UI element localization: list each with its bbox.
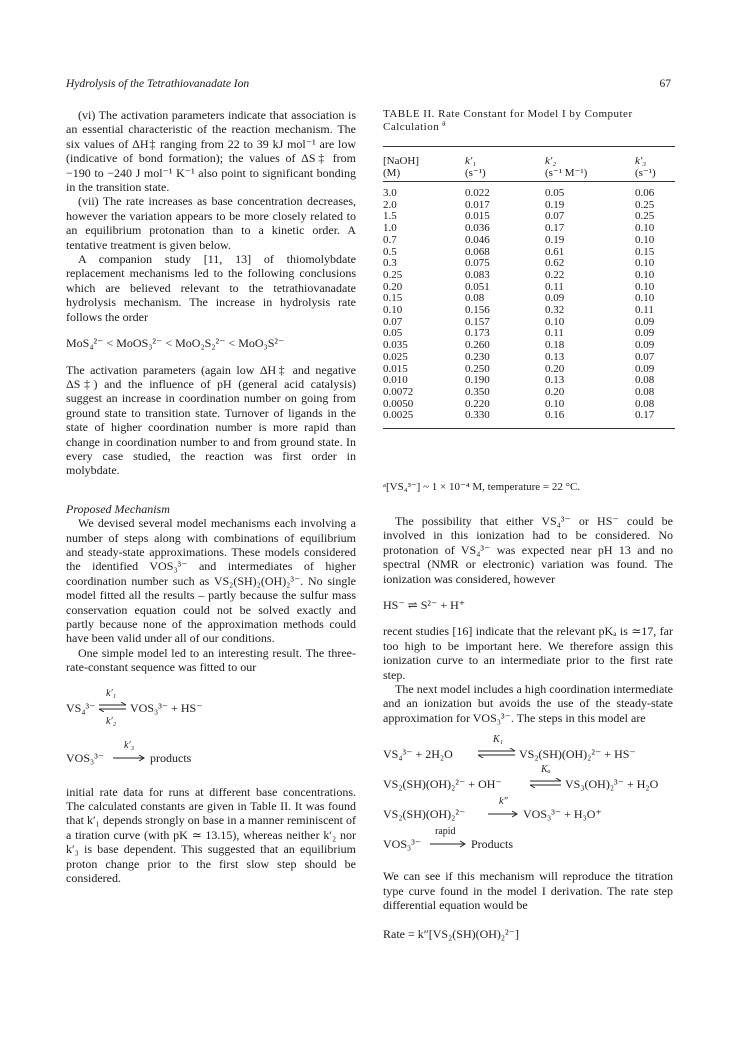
table-cell: 0.13 (545, 350, 565, 363)
table-cell: 0.11 (545, 280, 564, 293)
table-cell: 0.10 (545, 397, 565, 410)
mechanism-steps (383, 733, 673, 851)
table-cell: 0.250 (465, 362, 490, 375)
page-number: 67 (659, 78, 671, 90)
table-cell: 0.17 (635, 409, 655, 422)
step1-right: VS₂(SH)(OH)₂²⁻ + HS⁻ (519, 747, 636, 762)
eq1-forward-constant: k′₁ (106, 687, 117, 699)
table-body (383, 182, 675, 429)
eq1-products: VOS₃³⁻ + HS⁻ (130, 700, 203, 715)
table-cell: 0.18 (545, 339, 565, 352)
paragraph-next-model: The next model includes a high coordination intermediate and an ionization but avoids the use of the steady-state approximation for VOS₃³⁻. The steps in this model are (383, 682, 673, 725)
table-cell: 0.017 (465, 198, 490, 211)
eq2-products: products (150, 750, 192, 765)
table-cell: 0.09 (635, 327, 655, 340)
table-cell: 0.035 (383, 339, 408, 352)
table-cell: 0.15 (635, 245, 655, 258)
step4-right: Products (471, 837, 513, 852)
table-row (383, 328, 675, 340)
table-cell: 0.10 (383, 304, 403, 317)
table-cell: 0.0050 (383, 397, 414, 410)
table-row (383, 410, 675, 428)
table-title: TABLE II. Rate Constant for Model I by Computer Calculation $^a$ (383, 108, 633, 133)
step3-constant: k″ (499, 796, 508, 808)
table-cell: 0.13 (545, 374, 565, 387)
rate-constant-table (383, 146, 675, 429)
table-row (383, 317, 675, 329)
table-row (383, 399, 675, 411)
table-cell: 0.22 (545, 268, 565, 281)
table-cell: 0.07 (635, 350, 655, 363)
table-cell: 0.220 (465, 397, 490, 410)
table-cell: 0.0072 (383, 385, 414, 398)
table-cell: 0.11 (545, 327, 564, 340)
table-cell: 0.10 (635, 222, 655, 235)
table-header-row (383, 147, 675, 182)
table-cell: 0.20 (545, 362, 565, 375)
paragraph-initial-rate: initial rate data for runs at different base concentrations. The calculated constants are given in Table II. It was found that k′₁ depends strongly on base in a manner reminiscent of a tiration curve (with pK ≃ 13.15), whereas neither k′₂ nor k′₃ is base dependent. This suggested that an equilibrium proton change prior to the first slow step should be considered. (66, 784, 356, 886)
table-cell: 0.08 (465, 292, 485, 305)
table-row (383, 200, 675, 212)
table-cell: 0.022 (465, 187, 490, 199)
table-cell: 0.09 (635, 362, 655, 375)
table-row (383, 282, 675, 294)
table-row (383, 270, 675, 282)
paragraph-recent-studies: recent studies [16] indicate that the relevant pKₐ is ≃17, far too high to be important here. We therefore assign this ionization curve to an intermediate prior to the first rate step. (383, 624, 673, 682)
table-cell: 0.075 (465, 257, 490, 270)
paragraph-possibility: The possibility that either VS₄³⁻ or HS⁻ could be involved in this ionization had to be considered. No protonation of VS₄³⁻ was expected near pH 13 and no spectral (NMR or electronic) variation was found. The ionization was considered, however (383, 514, 673, 586)
table-cell: 3.0 (383, 187, 397, 199)
hs-ionization-equation: HS⁻ ⇌ S²⁻ + H⁺ (383, 598, 466, 613)
equilibrium-arrow-icon (477, 748, 517, 758)
equilibrium-equation-1 (66, 687, 356, 731)
header-k2: k′₂ (s⁻¹ M⁻¹) (545, 155, 588, 179)
table-cell: 0.09 (635, 339, 655, 352)
step2-constant: Kₐ (541, 764, 551, 776)
table-cell: 0.07 (383, 315, 403, 328)
table-cell: 0.25 (383, 268, 403, 281)
table-cell: 0.61 (545, 245, 565, 258)
table-cell: 0.173 (465, 327, 490, 340)
header-naoh: [NaOH] (M) (383, 155, 420, 179)
paragraph-devised: We devised several model mechanisms each involving a number of steps along with combinations of equilibrium and steady-state approximations. These models considered the identified VOS₃³⁻ and intermediates of higher coordination number such as VS₂(SH)₂(OH)₂³⁻. No single model fitted all the results – partly because the sulfur mass conservation equation could not be solved exactly and partly because none of the approximation methods could have been valid under all of our conditions. (66, 516, 356, 646)
header-k3: k′₃ (s⁻¹) (635, 155, 656, 179)
table-cell: 0.015 (383, 362, 408, 375)
table-cell: 0.10 (635, 280, 655, 293)
table-cell: 0.15 (383, 292, 403, 305)
table-cell: 0.16 (545, 409, 565, 422)
table-cell: 2.0 (383, 198, 397, 211)
paragraph-simple-model: One simple model led to an interesting result. The three-rate-constant sequence was fitted to our (66, 645, 356, 675)
equilibrium-arrow-icon (98, 702, 128, 712)
table-cell: 0.17 (545, 222, 565, 235)
table-cell: 0.19 (545, 198, 565, 211)
paragraph-vii: (vii) The rate increases as base concentration decreases, however the variation appears to be more closely related to an equilibrium protonation than to a kinetic order. A tentative treatment is given below. (66, 194, 356, 252)
table-row (383, 293, 675, 305)
reaction-arrow-icon (487, 810, 519, 818)
rate-equation: Rate = k″[VS₂(SH)(OH)₂²⁻] (383, 926, 520, 941)
table-cell: 0.10 (635, 257, 655, 270)
table-cell: 0.7 (383, 233, 397, 246)
table-row (383, 247, 675, 259)
table-row (383, 340, 675, 352)
step3-right: VOS₃³⁻ + H₃O⁺ (523, 807, 602, 822)
table-cell: 0.051 (465, 280, 490, 293)
table-footnote: ᵃ[VS₄³⁻] ~ 1 × 10⁻⁴ M, temperature = 22 °C. (383, 481, 581, 493)
table-cell: 0.3 (383, 257, 397, 270)
header-k1: k′₁ (s⁻¹) (465, 155, 486, 179)
eq1-reactant: VS₄³⁻ (66, 700, 96, 715)
paragraph-titration: We can see if this mechanism will reproduce the titration type curve found in the model I derivation. The rate step differential equation would be (383, 869, 673, 913)
left-column (66, 108, 356, 885)
running-title: Hydrolysis of the Tetrathiovanadate Ion (66, 78, 250, 90)
table-cell: 0.5 (383, 245, 397, 258)
table-cell: 0.25 (635, 210, 655, 223)
step4-constant: rapid (435, 826, 456, 838)
table-cell: 0.10 (635, 292, 655, 305)
table-cell: 0.083 (465, 268, 490, 281)
table-row (383, 387, 675, 399)
table-cell: 0.025 (383, 350, 408, 363)
paragraph-companion: A companion study [11, 13] of thiomolybdate replacement mechanisms led to the following conclusions which are believed relevant to the tetrathiovanadate hydrolysis mechanism. The increase in hydrolysis rate follows the order (66, 252, 356, 324)
reaction-arrow-icon (429, 840, 467, 848)
table-cell: 0.046 (465, 233, 490, 246)
table-cell: 0.260 (465, 339, 490, 352)
step3-left: VS₂(SH)(OH)₂²⁻ (383, 807, 466, 822)
table-row (383, 182, 675, 200)
equilibrium-arrow-icon (529, 778, 563, 788)
step4-left: VOS₃³⁻ (383, 837, 422, 852)
table-cell: 0.25 (635, 198, 655, 211)
table-cell: 0.0025 (383, 409, 414, 422)
table-cell: 0.010 (383, 374, 408, 387)
table-row (383, 235, 675, 247)
table-row (383, 305, 675, 317)
table-row (383, 364, 675, 376)
table-cell: 0.015 (465, 210, 490, 223)
table-cell: 0.09 (545, 292, 565, 305)
table-cell: 0.07 (545, 210, 565, 223)
table-cell: 0.330 (465, 409, 490, 422)
eq2-reactant: VOS₃³⁻ (66, 750, 105, 765)
table-cell: 0.06 (635, 187, 655, 199)
table-cell: 0.08 (635, 385, 655, 398)
table-cell: 0.157 (465, 315, 490, 328)
table-cell: 0.350 (465, 385, 490, 398)
molybdate-order-equation: MoS₄²⁻ < MoOS₃²⁻ < MoO₂S₂²⁻ < MoO₃S²⁻ (66, 336, 285, 351)
table-row (383, 211, 675, 223)
step2-left: VS₂(SH)(OH)₂²⁻ + OH⁻ (383, 777, 502, 792)
right-column (383, 514, 673, 949)
table-cell: 0.62 (545, 257, 565, 270)
table-cell: 0.32 (545, 304, 565, 317)
table-row (383, 223, 675, 235)
table-cell: 0.10 (545, 315, 565, 328)
reaction-arrow-icon (112, 754, 146, 762)
table-cell: 0.11 (635, 304, 654, 317)
table-cell: 0.08 (635, 397, 655, 410)
eq2-constant: k′₃ (124, 739, 135, 751)
table-cell: 0.190 (465, 374, 490, 387)
section-heading: Proposed Mechanism (66, 501, 170, 516)
table-cell: 0.230 (465, 350, 490, 363)
table-row (383, 375, 675, 387)
table-cell: 0.156 (465, 304, 490, 317)
table-cell: 0.19 (545, 233, 565, 246)
reaction-equation-2 (66, 741, 356, 771)
table-cell: 0.036 (465, 222, 490, 235)
table-cell: 0.10 (635, 233, 655, 246)
eq1-reverse-constant: k′₂ (106, 715, 117, 727)
table-cell: 0.09 (635, 315, 655, 328)
table-cell: 1.5 (383, 210, 397, 223)
table-cell: 0.05 (545, 187, 565, 199)
table-cell: 1.0 (383, 222, 397, 235)
step1-constant: K₁ (493, 734, 504, 746)
table-row (383, 352, 675, 364)
step1-left: VS₄³⁻ + 2H₂O (383, 747, 453, 762)
table-row (383, 258, 675, 270)
table-cell: 0.068 (465, 245, 490, 258)
step2-right: VS₃(OH)₂³⁻ + H₂O (565, 777, 659, 792)
paragraph-activation: The activation parameters (again low ΔH‡ and negative ΔS‡) and the influence of pH (general acid catalysis) suggest an increase in coordination number on going from ground state to transition state. Turnover of ligands in the state of higher coordination number is more rapid than change in coordination number to and from ground state. In every case studied, the reaction was first order in molybdate. (66, 362, 356, 478)
table-cell: 0.20 (383, 280, 403, 293)
paragraph-vi: (vi) The activation parameters indicate that association is an essential characteristic of the reaction mechanism. The six values of ΔH‡ ranging from 22 to 39 kJ mol⁻¹ are low (indicative of bond formation); the values of ΔS‡ from −190 to −240 J mol⁻¹ K⁻¹ also point to significant bonding in the transition state. (66, 108, 356, 195)
table-cell: 0.20 (545, 385, 565, 398)
table-cell: 0.10 (635, 268, 655, 281)
table-cell: 0.08 (635, 374, 655, 387)
table-cell: 0.05 (383, 327, 403, 340)
